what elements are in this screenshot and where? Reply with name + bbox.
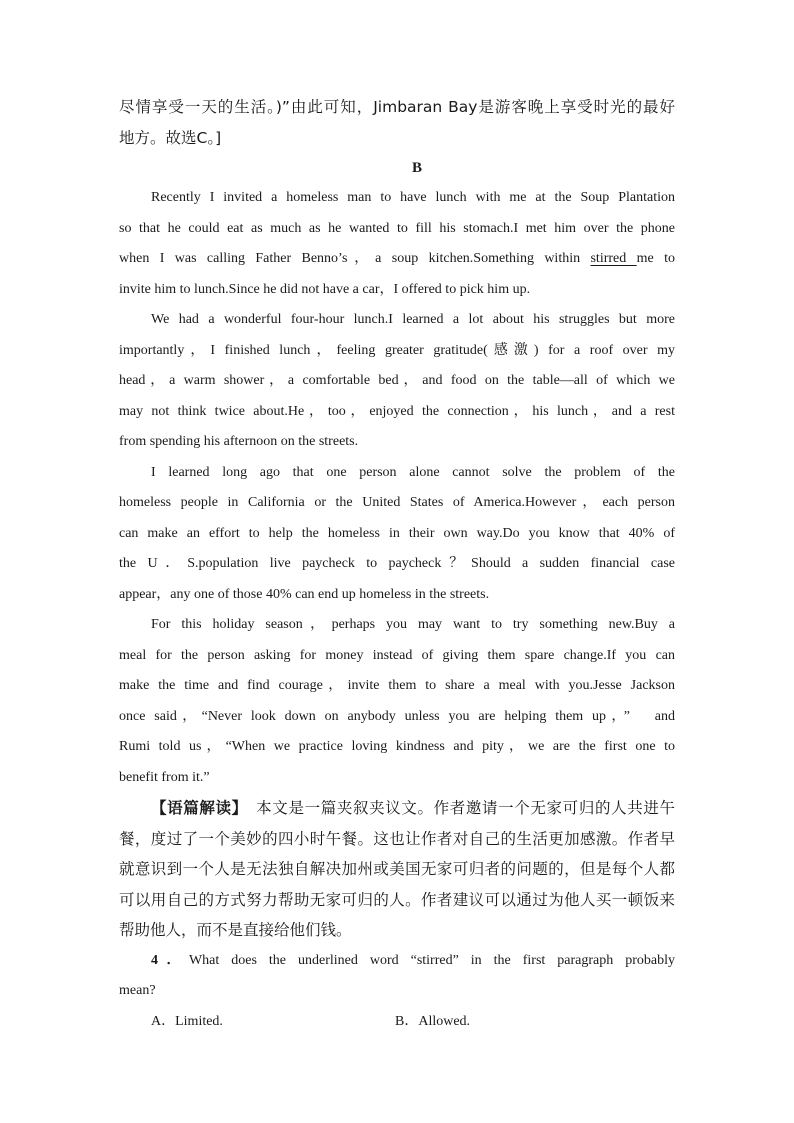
passage-paragraph-3 — [119, 458, 675, 611]
paragraph-line: meal for the person asking for money instead of giving them spare change.If you can — [119, 647, 675, 663]
paragraph-line: once said，“Never look down on anybody unless you are helping them up，” and — [119, 708, 675, 724]
analysis-block — [119, 793, 675, 946]
analysis-line: 可以用自己的方式努力帮助无家可归的人。作者建议可以通过为他人买一顿饭来 — [119, 890, 675, 909]
answer-options — [119, 1007, 675, 1038]
passage-paragraph-2 — [119, 305, 675, 458]
paragraph-line: We had a wonderful four-hour lunch.I learned a lot about his struggles but more — [151, 312, 675, 327]
line-text: when I was calling Father Benno’s，a soup kitchen.Something within — [119, 251, 591, 266]
paragraph-line: importantly，I finished lunch，feeling greater gratitude(感激) for a roof over my — [119, 342, 675, 358]
document-page — [119, 92, 675, 1037]
paragraph-line: homeless people in California or the United States of America.However，each person — [119, 495, 675, 510]
paragraph-line: appear，any one of those 40% can end up homeless in the streets. — [119, 586, 490, 602]
paragraph-line: I learned long ago that one person alone cannot solve the problem of the — [151, 464, 675, 480]
analysis-heading: 【语篇解读】 — [151, 799, 241, 817]
paragraph-line — [119, 244, 675, 275]
section-title: B — [411, 160, 422, 176]
analysis-line: 就意识到一个人是无法独自解决加州或美国无家可归者的问题的，但是每个人都 — [119, 860, 675, 878]
paragraph-line: invite him to lunch.Since he did not have a car，I offered to pick him up. — [119, 281, 531, 297]
option-b[interactable]: B．Allowed. — [395, 1013, 471, 1029]
underlined-word: stirred — [590, 251, 637, 266]
paragraph-line: the U．S.population live paycheck to paycheck？Should a sudden financial case — [119, 556, 675, 571]
paragraph-line: may not think twice about.He，too，enjoyed the connection，his lunch，and a rest — [119, 403, 675, 419]
passage-paragraph-4 — [119, 610, 675, 793]
question-text: What does the underlined word “stirred” in the first paragraph probably — [188, 952, 675, 968]
paragraph-line: make the time and find courage，invite them to share a meal with you.Jesse Jackson — [119, 678, 675, 693]
question-line — [119, 946, 675, 977]
passage-paragraph-1 — [119, 183, 675, 305]
analysis-line: 餐，度过了一个美妙的四小时午餐。这也让作者对自己的生活更加感激。作者早 — [119, 829, 675, 848]
question-4 — [119, 946, 675, 1038]
paragraph-line: so that he could eat as much as he wanted to fill his stomach.I met him over the phone — [119, 220, 675, 236]
paragraph-line: from spending his afternoon on the streets. — [119, 434, 359, 449]
paragraph-line: Recently I invited a homeless man to have lunch with me at the Soup Plantation — [151, 190, 675, 205]
line-text: me to — [636, 251, 676, 266]
question-number: 4． — [151, 952, 189, 968]
prev-answer-line-2: 地方。故选C。] — [119, 128, 222, 147]
paragraph-line: For this holiday season，perhaps you may want to try something new.Buy a — [151, 617, 675, 632]
analysis-line: 帮助他人，而不是直接给他们钱。 — [119, 921, 352, 939]
paragraph-line: benefit from it.” — [119, 769, 210, 785]
paragraph-line: can make an effort to help the homeless in their own way.Do you know that 40% of — [119, 525, 675, 541]
analysis-line — [119, 793, 675, 824]
paragraph-line: Rumi told us，“When we practice loving kindness and pity，we are the first one to — [119, 739, 675, 754]
paragraph-line: head，a warm shower，a comfortable bed，and food on the table—all of which we — [119, 373, 675, 388]
question-line: mean? — [119, 983, 156, 998]
prev-answer-line-1: 尽情享受一天的生活。)”由此可知，Jimbaran Bay是游客晚上享受时光的最好 — [119, 98, 675, 116]
analysis-text: 本文是一篇夹叙夹议文。作者邀请一个无家可归的人共进午 — [240, 799, 675, 817]
option-a[interactable]: A．Limited. — [151, 1013, 223, 1029]
